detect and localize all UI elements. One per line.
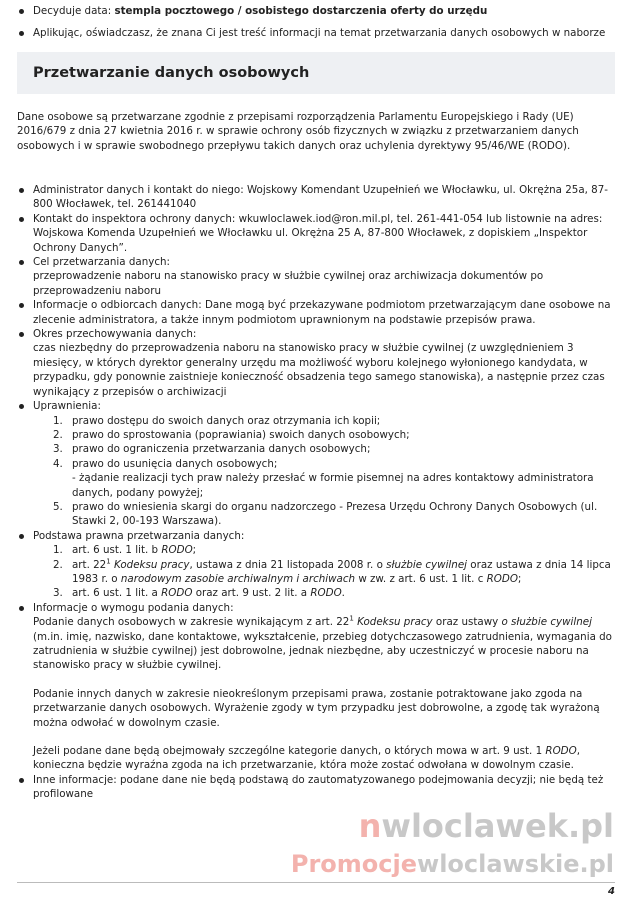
sublist-item: 2. prawo do sprostowania (poprawiania) swoich danych osobowych; <box>53 428 410 441</box>
section-header <box>17 52 615 94</box>
watermark-logo: nwloclawek.pl <box>358 807 614 845</box>
sublist-item: 3. art. 6 ust. 1 lit. a RODO oraz art. 9 ust. 2 lit. a RODO. <box>53 587 345 600</box>
sublist-item: 1. art. 6 ust. 1 lit. b RODO; <box>53 544 197 557</box>
list-item-okres: Okres przechowywania danych: czas niezbędny do przeprowadzenia naboru na stanowisko pracy w służbie cywilnej (z uwzględnieniem 3 miesięcy, w których dyrektor generalny urzędu ma możliwość wyboru kolejnego wyłonionego kandydata, w przypadku, gdy ponownie zaistnieje konieczność obsadzenia tego samego stanowiska), a następnie przez czas wynikający z przepisów o archiwizacji <box>17 327 617 399</box>
list-item: Decyduje data: stempla pocztowego / osobistego dostarczenia oferty do urzędu <box>17 4 617 18</box>
intro-paragraph: Dane osobowe są przetwarzane zgodnie z przepisami rozporządzenia Parlamentu Europejskiego i Rady (UE) 2016/679 z dnia 27 kwietnia 2016 r. w sprawie ochrony osób fizycznych w związku z przetwarzaniem danych osobowych i w sprawie swobodnego przepływu takich danych oraz uchylenia dyrektywy 95/46/WE (RODO). <box>17 111 579 152</box>
list-item-admin: Administrator danych i kontakt do niego: Wojskowy Komendant Uzupełnień we Włocławku, ul. Okrężna 25a, 87-800 Włocławek, tel. 261441040 <box>17 183 617 212</box>
list-item-podstawa: Podstawa prawna przetwarzania danych: 1. art. 6 ust. 1 lit. b RODO; 2. art. $22^1$ Kodeksu pracy, ustawa z dnia 21 listopada 2008 r. o służbie cywilnej oraz ustawa z dnia 14 lipca 1983 r. o narodowym zasobie archiwalnym i archiwach w zw. z art. 6 ust. 1 lit. c RODO; 3. art. 6 ust. 1 lit. a RODO oraz art. 9 ust. 2 lit. a RODO. <box>17 529 617 601</box>
page-number: 4 <box>608 886 615 897</box>
rodo-list <box>17 183 617 802</box>
sublist-item: 1. prawo dostępu do swoich danych oraz otrzymania ich kopii; <box>53 414 381 427</box>
list-item-cel: Cel przetwarzania danych: przeprowadzenie naboru na stanowisko pracy w służbie cywilnej oraz archiwizacja dokumentów po przeprowadzeniu naboru <box>17 255 617 298</box>
uprawnienia-sublist <box>33 414 617 529</box>
list-item-uprawnienia: Uprawnienia: 1. prawo dostępu do swoich danych oraz otrzymania ich kopii; 2. prawo do sprostowania (poprawiania) swoich danych osobowych; 3. prawo do ograniczenia przetwarzania danych osobowych; 4. prawo do usunięcia danych osobowych; - żądanie realizacji tych praw należy przesłać w formie pisemnej na adres kontaktowy administratora danych, podany powyżej; 5. prawo do wniesienia skargi do organu nadzorczego - Prezesa Urzędu Ochrony Danych Osobowych (ul. Stawki 2, 00-193 Warszawa). <box>17 399 617 529</box>
list-item-inne: Inne informacje: podane dane nie będą podstawą do zautomatyzowanego podejmowania decyzji; nie będą też profilowane <box>17 773 617 802</box>
top-list <box>17 4 617 49</box>
sublist-item: 2. art. $22^1$ Kodeksu pracy, ustawa z dnia 21 listopada 2008 r. o służbie cywilnej oraz ustawa z dnia 14 lipca 1983 r. o narodowym zasobie archiwalnym i archiwach w zw. z art. 6 ust. 1 lit. c RODO; <box>53 557 611 585</box>
sublist-item: 4. prawo do usunięcia danych osobowych; - żądanie realizacji tych praw należy przesłać w formie pisemnej na adres kontaktowy administratora danych, podany powyżej; <box>53 457 594 499</box>
watermark-logo-secondary: Promocjewloclawskie.pl <box>290 850 614 878</box>
list-item-odbiorcy: Informacje o odbiorcach danych: Dane mogą być przekazywane podmiotom przetwarzającym dane osobowe na zlecenie administratora, a także innym podmiotom uprawnionym na podstawie przepisów prawa. <box>17 298 617 327</box>
list-item: Aplikując, oświadczasz, że znana Ci jest treść informacji na temat przetwarzania danych osobowych w naborze <box>17 26 617 40</box>
footer-divider <box>17 882 615 883</box>
list-item-wymog: Informacje o wymogu podania danych: Podanie danych osobowych w zakresie wynikającym z art. $22^1$ Kodeksu pracy oraz ustawy o służbie cywilnej (m.in. imię, nazwisko, dane kontaktowe, wykształcenie, przebieg dotychczasowego zatrudnienia, wymagania do zatrudnienia w służbie cywilnej) jest dobrowolne, jednak niezbędne, aby uczestniczyć w procesie naboru na stanowisko pracy w służbie cywilnej. Podanie innych danych w zakresie nieokreślonym przepisami prawa, zostanie potraktowane jako zgoda na przetwarzanie danych osobowych. Wyrażenie zgody w tym przypadku jest dobrowolne, a zgodę tak wyrażoną można odwołać w dowolnym czasie. Jeżeli podane dane będą obejmowały szczególne kategorie danych, o których mowa w art. 9 ust. 1 RODO, konieczna będzie wyraźna zgoda na ich przetwarzanie, która może zostać odwołana w dowolnym czasie. <box>17 601 617 773</box>
podstawa-sublist <box>33 543 617 601</box>
section-title: Przetwarzanie danych osobowych <box>33 65 310 81</box>
deadline-rule: stempla pocztowego / osobistego dostarczenia oferty do urzędu <box>114 5 488 17</box>
sublist-item: 3. prawo do ograniczenia przetwarzania danych osobowych; <box>53 443 371 456</box>
sublist-item: 5. prawo do wniesienia skargi do organu nadzorczego - Prezesa Urzędu Ochrony Danych Osobowych (ul. Stawki 2, 00-193 Warszawa). <box>53 500 598 528</box>
list-item-iod: Kontakt do inspektora ochrony danych: wkuwloclawek.iod@ron.mil.pl, tel. 261-441-054 lub listownie na adres: Wojskowa Komenda Uzupełnień we Włocławku ul. Okrężna 25 A, 87-800 Włocławek, z dopiskiem „Inspektor Ochrony Danych”. <box>17 212 617 255</box>
